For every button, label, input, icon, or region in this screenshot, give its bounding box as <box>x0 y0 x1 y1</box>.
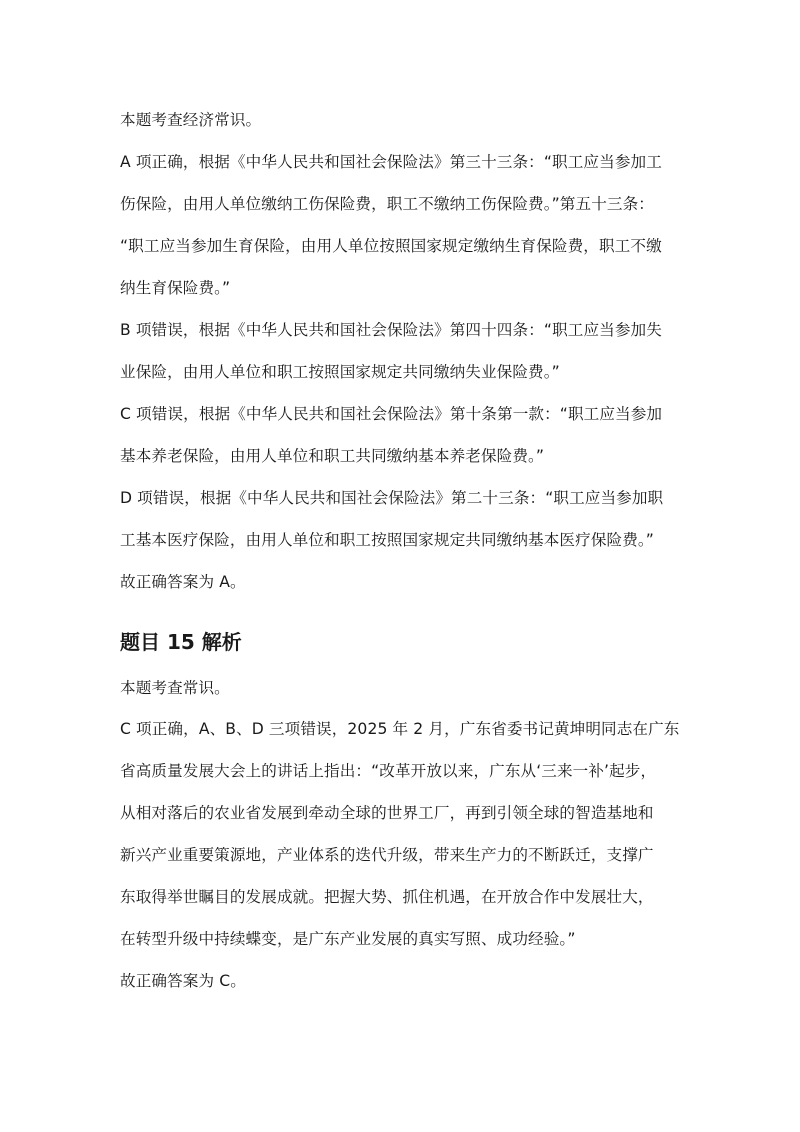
paragraph-line: B 项错误，根据《中华人民共和国社会保险法》第四十四条：“职工应当参加失 <box>120 321 662 339</box>
paragraph-line: D 项错误，根据《中华人民共和国社会保险法》第二十三条：“职工应当参加职 <box>120 489 664 507</box>
paragraph-line: 本题考查常识。 <box>120 679 230 697</box>
answer-line: 故正确答案为 C。 <box>120 972 246 990</box>
paragraph-line: 基本养老保险，由用人单位和职工共同缴纳基本养老保险费。” <box>120 447 545 465</box>
section-heading: 题目 15 解析 <box>120 630 242 654</box>
answer-line: 故正确答案为 A。 <box>120 573 246 591</box>
paragraph-line: A 项正确，根据《中华人民共和国社会保险法》第三十三条：“职工应当参加工 <box>120 153 662 171</box>
paragraph-line: “职工应当参加生育保险，由用人单位按照国家规定缴纳生育保险费，职工不缴 <box>120 237 662 255</box>
paragraph-line: 从相对落后的农业省发展到牵动全球的世界工厂，再到引领全球的智造基地和 <box>120 804 654 822</box>
paragraph-line: C 项正确，A、B、D 三项错误，2025 年 2 月，广东省委书记黄坤明同志在广东 <box>120 720 680 738</box>
paragraph-line: 东取得举世瞩目的发展成就。把握大势、抓住机遇，在开放合作中发展壮大， <box>120 888 654 906</box>
paragraph-line: C 项错误，根据《中华人民共和国社会保险法》第十条第一款：“职工应当参加 <box>120 405 663 423</box>
paragraph-line: 工基本医疗保险，由用人单位和职工按照国家规定共同缴纳基本医疗保险费。” <box>120 531 654 549</box>
paragraph-line: 纳生育保险费。” <box>120 279 231 297</box>
paragraph-line: 省高质量发展大会上的讲话上指出：“改革开放以来，广东从‘三来一补’起步， <box>120 762 657 780</box>
paragraph-line: 伤保险，由用人单位缴纳工伤保险费，职工不缴纳工伤保险费。”第五十三条： <box>120 195 654 213</box>
paragraph-line: 新兴产业重要策源地，产业体系的迭代升级，带来生产力的不断跃迁，支撑广 <box>120 846 654 864</box>
paragraph-line: 在转型升级中持续蝶变，是广东产业发展的真实写照、成功经验。” <box>120 930 576 948</box>
paragraph-line: 业保险，由用人单位和职工按照国家规定共同缴纳失业保险费。” <box>120 363 560 381</box>
paragraph-line: 本题考查经济常识。 <box>120 111 262 129</box>
